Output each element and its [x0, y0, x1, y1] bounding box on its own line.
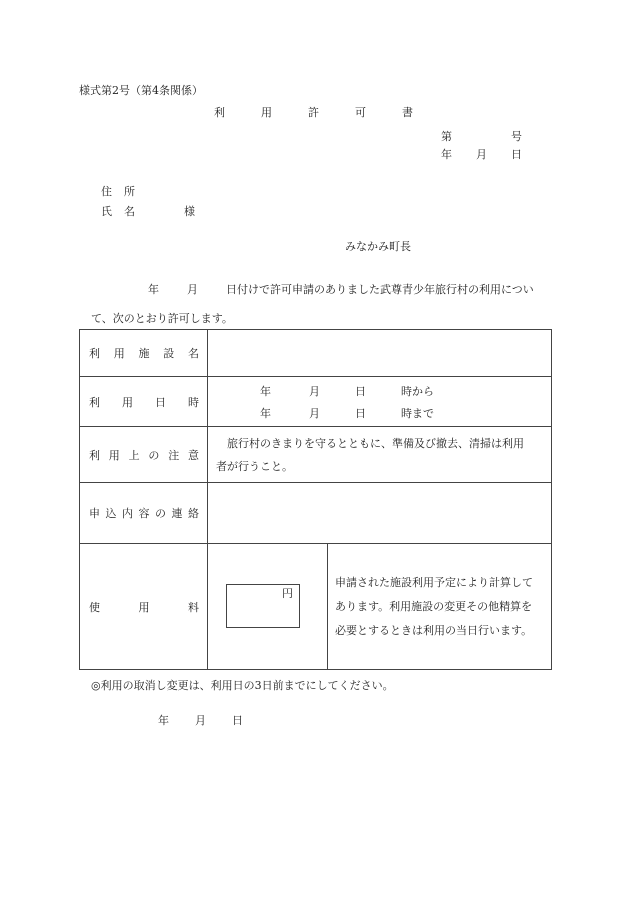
body-text-line1: 日付けで許可申請のありました武尊青少年旅行村の利用につい — [226, 283, 534, 296]
body-year: 年 — [148, 283, 159, 296]
name-honorific: 様 — [184, 205, 195, 218]
label-char: 絡 — [188, 507, 199, 520]
label-char: 込 — [105, 507, 117, 520]
from-year: 年 — [260, 384, 271, 398]
label-char: 用 — [113, 347, 125, 360]
issue-date-day: 日 — [511, 148, 522, 161]
name-label-char: 氏 — [101, 205, 112, 218]
address-label-char: 住 — [101, 185, 112, 198]
notes-line1: 旅行村のきまりを守るとともに、準備及び撤去、清掃は利用 — [227, 436, 524, 450]
table-row — [80, 544, 552, 670]
to-time: 時まで — [401, 406, 434, 420]
label-char: 用 — [108, 448, 120, 462]
label-char: 容 — [138, 507, 150, 520]
label-char: 使 — [89, 600, 100, 614]
label-char: 利 — [89, 395, 100, 409]
form-number: 様式第2号（第4条関係） — [79, 84, 203, 97]
title-char: 用 — [261, 106, 272, 119]
title-char: 利 — [214, 106, 225, 119]
label-char: 時 — [188, 395, 199, 409]
datetime-to — [208, 402, 551, 424]
label-char: 上 — [128, 448, 140, 462]
contact-label — [80, 483, 208, 544]
doc-number-suffix: 号 — [511, 130, 522, 143]
label-char: 連 — [171, 507, 183, 520]
name-label-char: 名 — [124, 205, 135, 218]
from-day: 日 — [355, 384, 366, 398]
label-char: の — [155, 507, 166, 520]
fee-note-line1: 申請された施設利用予定により計算して — [335, 575, 533, 589]
fee-amount-box — [226, 584, 300, 628]
datetime-value — [208, 377, 552, 427]
footnote: ◎利用の取消し変更は、利用日の3日前までにしてください。 — [91, 679, 394, 692]
to-month: 月 — [309, 406, 320, 420]
bottom-date-year: 年 — [158, 714, 169, 727]
address-label-char: 所 — [124, 185, 135, 198]
fee-note — [328, 544, 552, 670]
to-year: 年 — [260, 406, 271, 420]
from-month: 月 — [309, 384, 320, 398]
contact-value — [208, 483, 552, 544]
label-char: 料 — [188, 600, 199, 614]
label-char: の — [148, 448, 160, 462]
label-char: 内 — [122, 507, 133, 520]
from-time: 時から — [401, 384, 434, 398]
label-char: 用 — [138, 600, 150, 614]
issuer-name: みなかみ町長 — [345, 240, 411, 253]
title-char: 可 — [355, 106, 366, 119]
bottom-date-month: 月 — [195, 714, 206, 727]
issue-date-year: 年 — [441, 148, 452, 161]
title-char: 許 — [308, 106, 319, 119]
label-char: 申 — [89, 507, 100, 520]
datetime-label — [80, 377, 208, 427]
label-char: 日 — [155, 395, 166, 409]
label-char: 設 — [163, 347, 175, 360]
fee-note-line3: 必要とするときは利用の当日行います。 — [335, 623, 533, 637]
notes-label — [80, 427, 208, 483]
label-char: 用 — [122, 395, 133, 409]
fee-amount-cell — [208, 544, 328, 670]
table-row — [80, 330, 552, 377]
doc-number-prefix: 第 — [441, 130, 452, 143]
facility-label — [80, 330, 208, 377]
table-row — [80, 427, 552, 483]
fee-label — [80, 544, 208, 670]
label-char: 注 — [168, 448, 180, 462]
fee-note-line2: あります。利用施設の変更その他精算を — [335, 599, 533, 613]
datetime-from — [208, 380, 551, 402]
fee-unit: 円 — [282, 587, 293, 600]
label-char: 名 — [188, 347, 199, 360]
notes-line2: 者が行うこと。 — [216, 459, 293, 473]
to-day: 日 — [355, 406, 366, 420]
issue-date-month: 月 — [476, 148, 487, 161]
table-row — [80, 377, 552, 427]
label-char: 意 — [187, 448, 199, 462]
label-char: 利 — [89, 347, 100, 360]
label-char: 利 — [89, 448, 100, 462]
table-row — [80, 483, 552, 544]
label-char: 施 — [138, 347, 150, 360]
permit-table — [79, 329, 552, 670]
title-char: 書 — [402, 106, 413, 119]
body-text-line2: て、次のとおり許可します。 — [91, 312, 233, 325]
bottom-date-day: 日 — [232, 714, 243, 727]
body-month: 月 — [187, 283, 198, 296]
notes-value — [208, 427, 552, 483]
facility-value — [208, 330, 552, 377]
